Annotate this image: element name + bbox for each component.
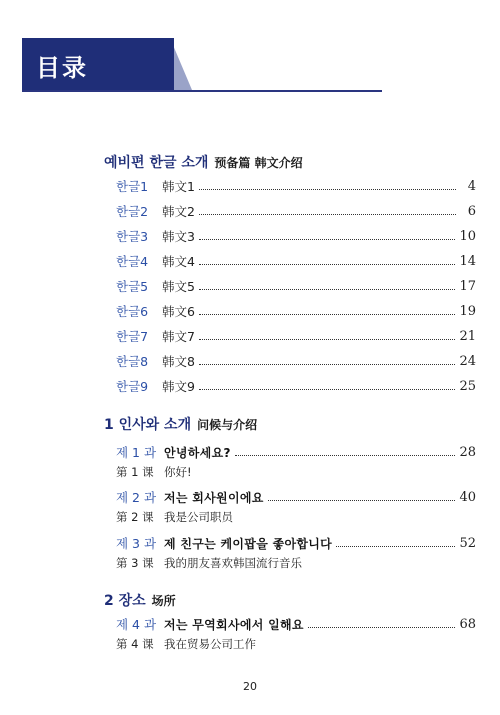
entry-label: 한글2 bbox=[116, 204, 149, 219]
entry-title: 韩文4 bbox=[162, 254, 195, 269]
lesson-label: 제 1 과 bbox=[116, 445, 157, 460]
entry-label: 한글4 bbox=[116, 254, 149, 269]
entry-page: 25 bbox=[459, 378, 476, 394]
entry-page: 21 bbox=[459, 328, 476, 344]
toc-entry[interactable] bbox=[116, 277, 476, 295]
leader-dots bbox=[199, 214, 456, 215]
leader-dots bbox=[199, 339, 456, 340]
entry-page: 14 bbox=[459, 253, 476, 269]
toc-entry[interactable] bbox=[116, 352, 476, 370]
leader-dots bbox=[199, 289, 456, 290]
toc-entry[interactable] bbox=[116, 177, 476, 195]
leader-dots bbox=[199, 314, 456, 315]
entry-label: 한글3 bbox=[116, 229, 149, 244]
section-subtitle: 问候与介绍 bbox=[197, 418, 258, 432]
lesson-page: 28 bbox=[459, 444, 476, 460]
lesson-sub-title: 我是公司职员 bbox=[164, 510, 233, 524]
entry-title: 韩文6 bbox=[162, 304, 195, 319]
entry-page: 4 bbox=[467, 178, 476, 194]
lesson-title: 저는 무역회사에서 일해요 bbox=[164, 617, 304, 632]
section-heading-prep bbox=[104, 152, 303, 172]
lesson-title: 안녕하세요? bbox=[164, 445, 231, 460]
section-heading-2 bbox=[104, 590, 176, 610]
lesson-entry[interactable] bbox=[116, 443, 476, 461]
leader-dots bbox=[235, 455, 456, 456]
entry-title: 韩文1 bbox=[162, 179, 195, 194]
entry-label: 한글7 bbox=[116, 329, 149, 344]
leader-dots bbox=[199, 239, 456, 240]
page-title: 目录 bbox=[36, 54, 88, 82]
entry-page: 19 bbox=[459, 303, 476, 319]
leader-dots bbox=[199, 364, 456, 365]
lesson-sub-label: 第 4 课 bbox=[116, 637, 154, 651]
lesson-sub-title: 你好! bbox=[164, 465, 192, 479]
page-number: 20 bbox=[243, 680, 257, 693]
entry-title: 韩文9 bbox=[162, 379, 195, 394]
entry-page: 17 bbox=[459, 278, 476, 294]
entry-title: 韩文5 bbox=[162, 279, 195, 294]
toc-entry[interactable] bbox=[116, 252, 476, 270]
lesson-sub-label: 第 1 课 bbox=[116, 465, 154, 479]
lesson-sub-title: 我的朋友喜欢韩国流行音乐 bbox=[164, 556, 302, 570]
section-title: 2 장소 bbox=[104, 593, 146, 609]
lesson-label: 제 3 과 bbox=[116, 536, 157, 551]
entry-page: 10 bbox=[459, 228, 476, 244]
lesson-page: 68 bbox=[459, 616, 476, 632]
leader-dots bbox=[268, 500, 456, 501]
section-subtitle: 预备篇 韩文介绍 bbox=[214, 156, 303, 170]
entry-label: 한글6 bbox=[116, 304, 149, 319]
lesson-entry[interactable] bbox=[116, 615, 476, 633]
entry-label: 한글9 bbox=[116, 379, 149, 394]
entry-label: 한글1 bbox=[116, 179, 149, 194]
entry-title: 韩文8 bbox=[162, 354, 195, 369]
leader-dots bbox=[199, 264, 456, 265]
toc-entry[interactable] bbox=[116, 327, 476, 345]
lesson-sub-label: 第 3 课 bbox=[116, 556, 154, 570]
entry-label: 한글5 bbox=[116, 279, 149, 294]
entry-page: 24 bbox=[459, 353, 476, 369]
section-title: 예비편 한글 소개 bbox=[104, 155, 209, 171]
toc-header bbox=[22, 38, 382, 92]
lesson-subtitle-row bbox=[116, 509, 233, 525]
leader-dots bbox=[308, 627, 456, 628]
entry-title: 韩文2 bbox=[162, 204, 195, 219]
section-heading-1 bbox=[104, 414, 257, 434]
lesson-subtitle-row bbox=[116, 555, 302, 571]
header-rule bbox=[22, 90, 382, 92]
lesson-sub-title: 我在贸易公司工作 bbox=[164, 637, 256, 651]
toc-entry[interactable] bbox=[116, 377, 476, 395]
toc-entry[interactable] bbox=[116, 227, 476, 245]
lesson-title: 저는 회사원이에요 bbox=[164, 490, 264, 505]
lesson-entry[interactable] bbox=[116, 534, 476, 552]
lesson-title: 제 친구는 케이팝을 좋아합니다 bbox=[164, 536, 333, 551]
leader-dots bbox=[199, 189, 456, 190]
entry-label: 한글8 bbox=[116, 354, 149, 369]
toc-entry[interactable] bbox=[116, 302, 476, 320]
entry-title: 韩文3 bbox=[162, 229, 195, 244]
leader-dots bbox=[199, 389, 456, 390]
lesson-label: 제 2 과 bbox=[116, 490, 157, 505]
lesson-entry[interactable] bbox=[116, 488, 476, 506]
section-title: 1 인사와 소개 bbox=[104, 417, 192, 433]
lesson-subtitle-row bbox=[116, 464, 192, 480]
lesson-page: 52 bbox=[459, 535, 476, 551]
toc-entry[interactable] bbox=[116, 202, 476, 220]
lesson-subtitle-row bbox=[116, 636, 256, 652]
lesson-label: 제 4 과 bbox=[116, 617, 157, 632]
lesson-sub-label: 第 2 课 bbox=[116, 510, 154, 524]
entry-page: 6 bbox=[467, 203, 476, 219]
section-subtitle: 场所 bbox=[151, 594, 176, 608]
entry-title: 韩文7 bbox=[162, 329, 195, 344]
lesson-page: 40 bbox=[459, 489, 476, 505]
leader-dots bbox=[336, 546, 455, 547]
